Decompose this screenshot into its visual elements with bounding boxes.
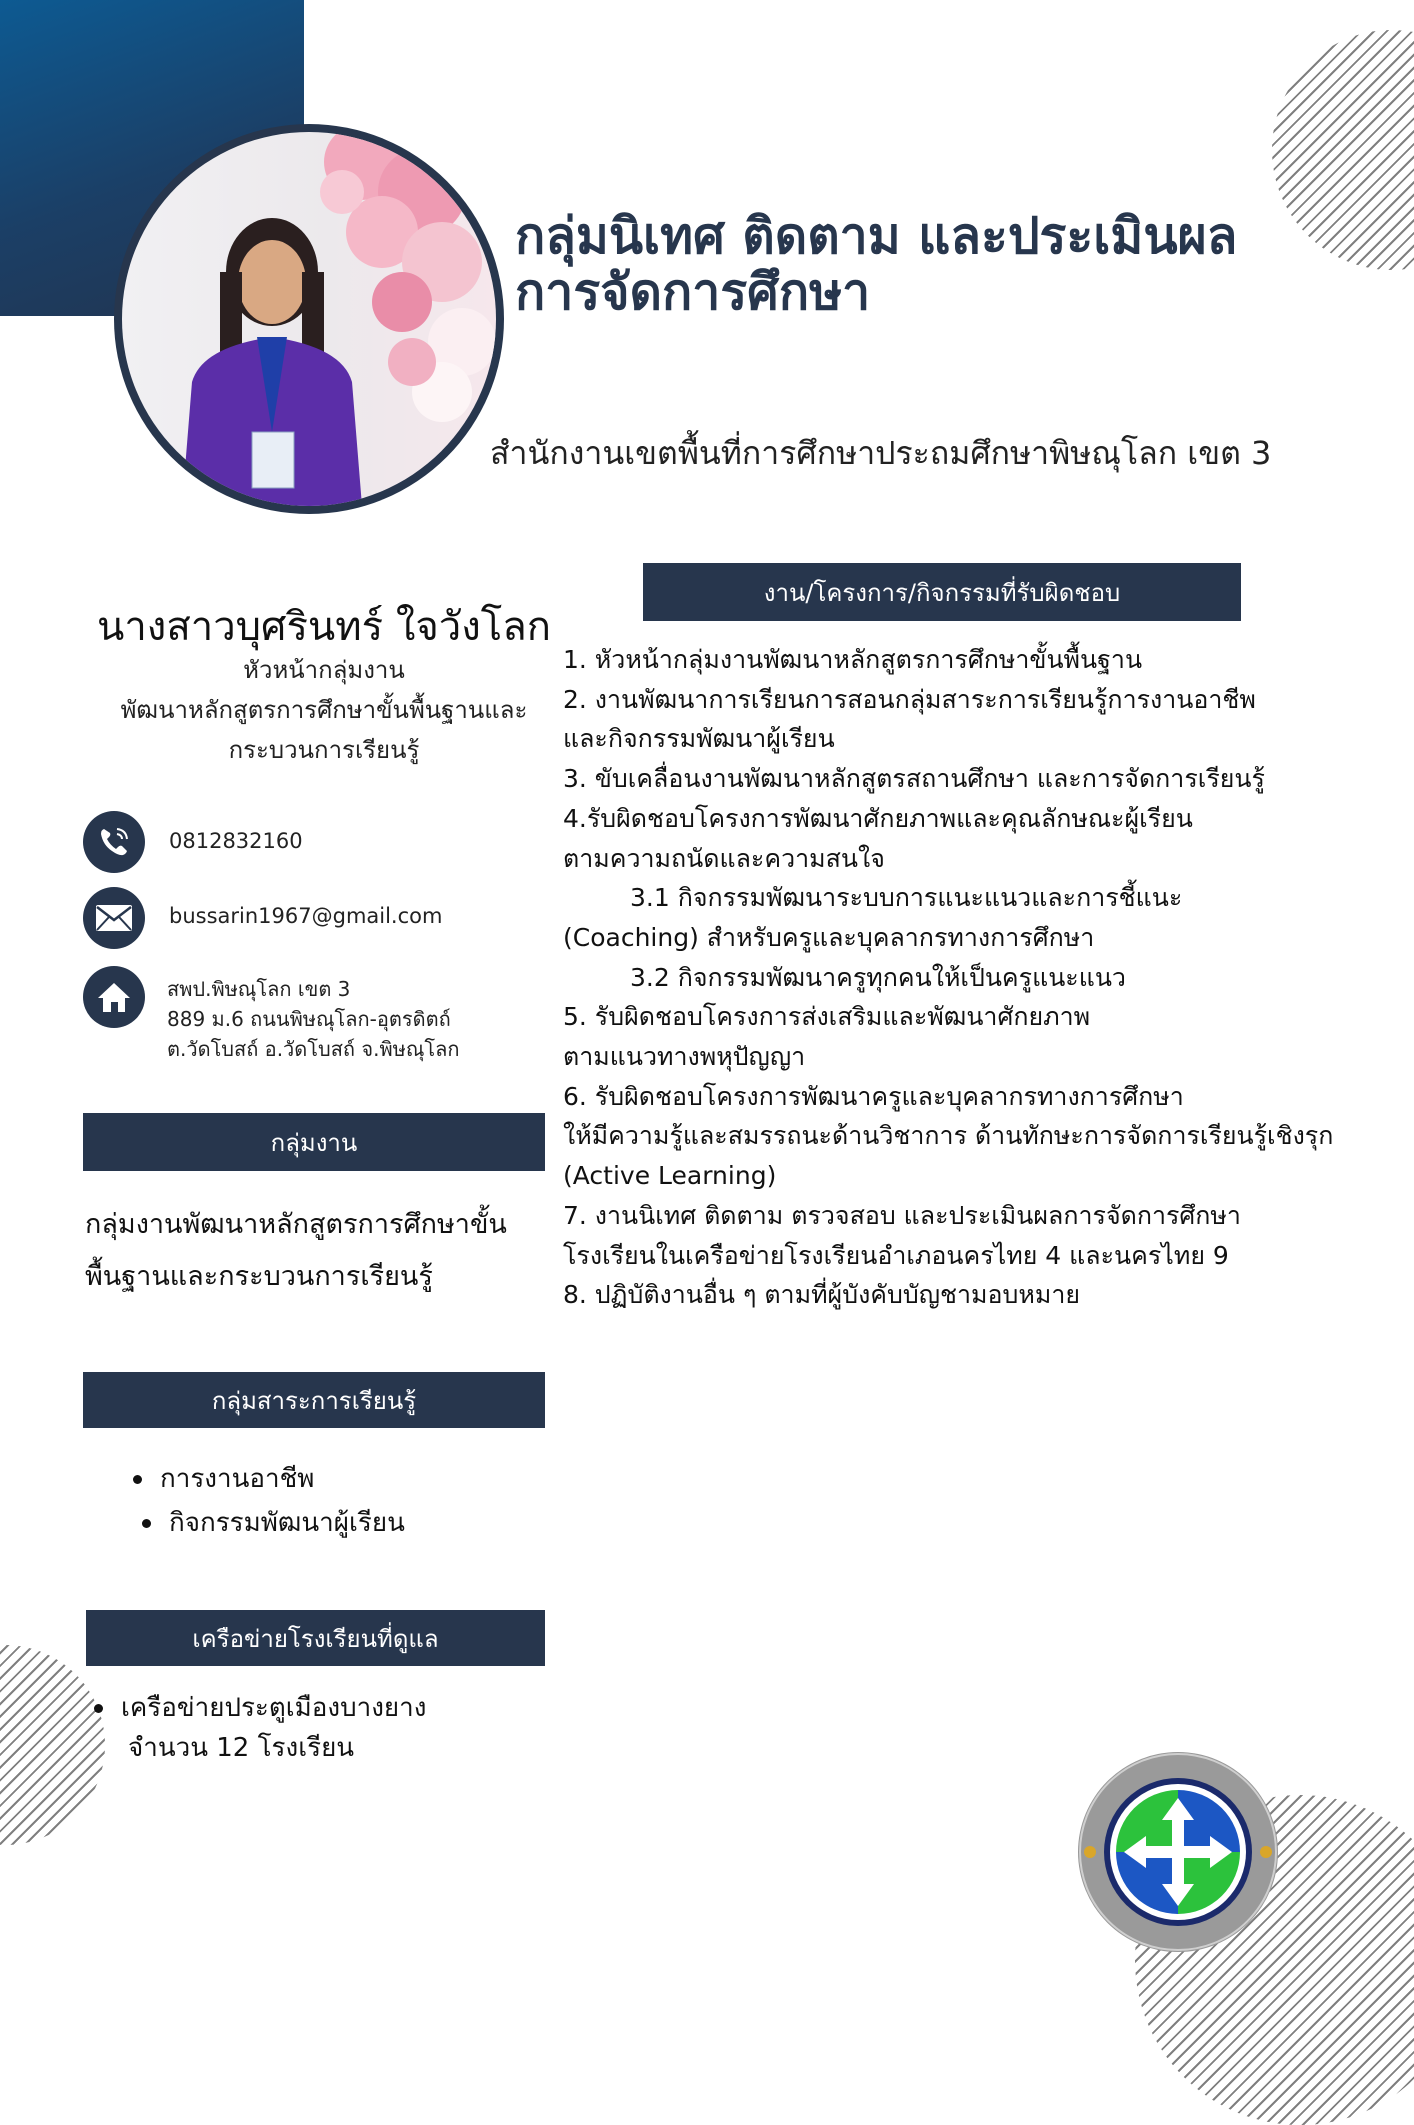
duty-line: ให้มีความรู้และสมรรถนะด้านวิชาการ ด้านทักษะการจัดการเรียนรู้เชิงรุก — [563, 1121, 1334, 1151]
phone-icon — [83, 811, 145, 873]
role-line-3: กระบวนการเรียนรู้ — [228, 736, 420, 764]
duty-line: (Active Learning) — [563, 1161, 777, 1191]
duty-line: 3.1 กิจกรรมพัฒนาระบบการแนะแนวและการชี้แนะ — [630, 883, 1183, 913]
profile-photo-frame — [114, 124, 504, 514]
duty-line: ตามความถนัดและความสนใจ — [563, 843, 885, 873]
duty-line: 1. หัวหน้ากลุ่มงานพัฒนาหลักสูตรการศึกษาขั้นพื้นฐาน — [563, 645, 1143, 674]
work-group-line-2: พื้นฐานและกระบวนการเรียนรู้ — [85, 1261, 433, 1292]
work-group-line-1: กลุ่มงานพัฒนาหลักสูตรการศึกษาขั้น — [85, 1209, 507, 1240]
network-line-2: จำนวน 12 โรงเรียน — [128, 1733, 355, 1763]
work-group-heading: กลุ่มงาน — [83, 1113, 545, 1171]
network-item — [94, 1688, 426, 1768]
learning-area-label: กิจกรรมพัฒนาผู้เรียน — [169, 1508, 405, 1538]
duty-line: 8. ปฏิบัติงานอื่น ๆ ตามที่ผู้บังคับบัญชามอบหมาย — [563, 1280, 1081, 1310]
bullet-icon — [142, 1519, 151, 1528]
learning-area-item — [133, 1458, 314, 1499]
mail-icon — [83, 887, 145, 949]
organization-logo — [1076, 1750, 1280, 1954]
office-name: สำนักงานเขตพื้นที่การศึกษาประถมศึกษาพิษณุโลก เขต 3 — [490, 434, 1272, 472]
role-line-2: พัฒนาหลักสูตรการศึกษาขั้นพื้นฐานและ — [120, 696, 528, 724]
duty-line: 5. รับผิดชอบโครงการส่งเสริมและพัฒนาศักยภาพ — [563, 1002, 1091, 1032]
duty-line: โรงเรียนในเครือข่ายโรงเรียนอำเภอนครไทย 4 และนครไทย 9 — [563, 1240, 1229, 1270]
address-line-1: สพป.พิษณุโลก เขต 3 — [167, 977, 351, 1001]
duty-line: ตามแนวทางพหุปัญญา — [563, 1042, 806, 1072]
bullet-icon — [94, 1704, 103, 1713]
learning-area-label: การงานอาชีพ — [160, 1464, 315, 1494]
network-line-1: เครือข่ายประตูเมืองบางยาง — [121, 1693, 427, 1723]
address-line-2: 889 ม.6 ถนนพิษณุโลก-อุตรดิตถ์ — [167, 1007, 451, 1031]
duties-list — [563, 640, 1403, 1315]
learning-areas-heading: กลุ่มสาระการเรียนรู้ — [83, 1372, 545, 1428]
work-group-text — [85, 1199, 565, 1303]
striped-circle-bottom-left — [0, 1645, 105, 1845]
duty-line: 4.รับผิดชอบโครงการพัฒนาศักยภาพและคุณลักษณะผู้เรียน — [563, 803, 1193, 833]
page-title — [515, 208, 1395, 320]
person-name: นางสาวบุศรินทร์ ใจวังโลก — [96, 604, 552, 650]
network-heading: เครือข่ายโรงเรียนที่ดูแล — [86, 1610, 545, 1666]
title-line-1: กลุ่มนิเทศ ติดตาม และประเมินผล — [515, 207, 1238, 265]
duty-line: 6. รับผิดชอบโครงการพัฒนาครูและบุคลากรทางการศึกษา — [563, 1081, 1184, 1111]
profile-photo — [122, 132, 496, 506]
role-line-1: หัวหน้ากลุ่มงาน — [243, 656, 405, 684]
bullet-icon — [133, 1475, 142, 1484]
home-icon — [83, 966, 145, 1028]
email-address: bussarin1967@gmail.com — [169, 904, 443, 928]
duty-line: 7. งานนิเทศ ติดตาม ตรวจสอบ และประเมินผลการจัดการศึกษา — [563, 1200, 1241, 1230]
person-role — [94, 650, 554, 770]
learning-area-item — [142, 1502, 405, 1543]
duty-line: 2. งานพัฒนาการเรียนการสอนกลุ่มสาระการเรียนรู้การงานอาชีพ — [563, 684, 1256, 714]
phone-number: 0812832160 — [169, 829, 303, 853]
duty-line: และกิจกรรมพัฒนาผู้เรียน — [563, 724, 835, 754]
address-line-3: ต.วัดโบสถ์ อ.วัดโบสถ์ จ.พิษณุโลก — [167, 1037, 460, 1061]
title-line-2: การจัดการศึกษา — [515, 263, 871, 321]
address-block — [167, 974, 459, 1064]
duty-line: (Coaching) สำหรับครูและบุคลากรทางการศึกษา — [563, 922, 1095, 952]
duty-line: 3. ขับเคลื่อนงานพัฒนาหลักสูตรสถานศึกษา และการจัดการเรียนรู้ — [563, 764, 1265, 794]
duties-heading: งาน/โครงการ/กิจกรรมที่รับผิดชอบ — [643, 563, 1241, 621]
duty-line: 3.2 กิจกรรมพัฒนาครูทุกคนให้เป็นครูแนะแนว — [630, 962, 1126, 992]
logo-seal-icon — [1076, 1750, 1280, 1954]
profile-photo-illustration — [122, 132, 496, 506]
